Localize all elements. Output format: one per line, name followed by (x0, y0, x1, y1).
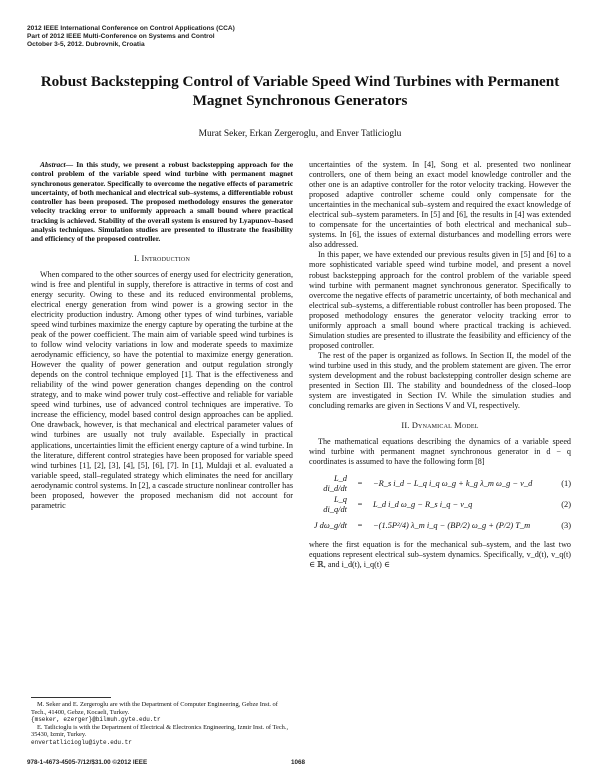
section-heading-dynamical-model: II. Dynamical Model (401, 421, 479, 431)
equation-2-rhs: L_d i_d ω_g − R_s i_q − v_q (373, 499, 473, 509)
right-column (309, 160, 571, 571)
after-equations-paragraph: where the first equation is for the mechanical sub–system, and the last two equations represent electrical sub–system dynamics. Specifically, v_d(t), v_q(t) ∈ ℝ, and i_d(t), i_q(t) ∈ (309, 540, 571, 570)
footnote-email-1: {mseker, ezerger}@bilmuh.gyte.edu.tr (31, 716, 161, 724)
footnote-affiliation-1: M. Seker and E. Zergeroglu are with the Department of Computer Engineering, Gebze Inst. of Tech., 41400, Gebze, Kocaeli, Turkey. (31, 701, 278, 716)
equation-1 (309, 473, 571, 494)
equation-3 (309, 515, 571, 536)
equation-2-number: (2) (561, 499, 571, 509)
footer-isbn: 978-1-4673-4505-7/12/$31.00 ©2012 IEEE (27, 759, 148, 766)
equation-1-rhs: −R_s i_d − L_q i_q ω_g + k_g λ_m ω_g − v_d (373, 478, 533, 488)
equation-2 (309, 494, 571, 515)
conference-header (27, 25, 235, 50)
equation-3-rel: = (357, 520, 363, 530)
footnote-affiliation-2: E. Tatlicioglu is with the Department of Electrical & Electronics Engineering, Izmir Inst. of Tech., 35430, Izmir, Turkey. (31, 723, 289, 739)
equation-2-rel: = (357, 499, 363, 509)
intro-paragraph: When compared to the other sources of energy used for electricity generation, wind is free and plentiful in supply, therefore is attractive in terms of cost and energy security. Owing to these and its reduced environmental problems, electrical energy generation from wind power is a growing sector in the electricity production industry. Among other types of wind turbines, variable speed wind turbines maximize the energy capture by operating the turbine at the peak of the power coefficient. The main aim of variable speed wind turbines is to follow wind velocity variations in low and moderate speeds to maximize aerodynamic efficiency, so have the potential to maximize energy generation. However the quality of power generation and output regulation strongly depends on the control technique employed [1]. That is the effectiveness and reliability of the wind power generation changes depending on the control strategy, and to make wind power truly cost–effective and reliable for variable speed wind turbines, use of advanced control techniques are imperative. To increase the efficiency, model based control design approaches can be applied. One drawback, however, is that mechanical and electrical parameter values of wind turbines are usually not truly available. Especially in practical applications, uncertainties limit the efficient energy capture of a wind turbine. In the literature, different control strategies have been proposed for variable speed wind turbines [1], [2], [3], [4], [5], [6], [7]. In [1], Muldaji et al. evaluated a variable speed, stall–regulated strategy which eliminates the need for ancillary aerodynamic control systems. In [2], a cascade structure nonlinear controller has been proposed, however the proposed mechanism did not account for parametric (31, 269, 293, 510)
paragraph-uncertainties: uncertainties of the system. In [4], Song et al. presented two nonlinear controllers, one of them being an exact model knowledge controller and the other one is an adaptive controller for the rotor velocity tracking. However the proposed adaptive controller scheme could only compensate for the uncertainties in the mechanical sub–system and required the exact knowledge of electrical sub–system parameters. In [5] and [6], the results in [4] was extended to compensate for the uncertainties of both electrical and mechanical sub–systems. In [6], the issues of external disturbances and modelling errors were also addressed. (309, 160, 571, 250)
equation-3-rhs: −(1.5P²/4) λ_m i_q − (BP/2) ω_g + (P/2) T_m (373, 520, 531, 530)
footer-page-number: 1068 (291, 759, 306, 766)
paper-title: Robust Backstepping Control of Variable Speed Wind Turbines with Permanent Magnet Synchronous Generators (40, 73, 560, 109)
abstract-text: — In this study, we present a robust backstepping approach for the control problem of the variable speed wind turbine with permanent magnet synchronous generator. Specifically to overcome the negative effects of parametric uncertainty, of both mechanical and electrical sub–systems, a differentiable robust controller has been proposed. The proposed methodology ensures the generator velocity tracking error to uniformly approach a small bound where practical tracking is achieved. Stability of the overall system is ensured by Lyapunov–based analysis techniques. Simulation studies are presented to illustrate the feasibility and efficiency of the proposed controller. (31, 160, 293, 244)
footnote-rule (31, 697, 111, 698)
paper-authors: Murat Seker, Erkan Zergeroglu, and Enver Tatlicioglu (198, 129, 402, 139)
paragraph-extension: In this paper, we have extended our previous results given in [5] and [6] to a more sophisticated variable speed wind turbine model, and present a novel robust backstepping approach for the control problem of the variable speed wind turbine with permanent magnet synchronous generator. Specifically to overcome the negative effects of parametric uncertainty, of both mechanical and electrical sub–systems, a differentiable robust controller has been proposed. The proposed methodology ensures the generator velocity tracking error to uniformly approach a small bound where practical tracking is achieved. Simulation studies are presented to illustrate the feasibility and efficiency of the proposed controller. (309, 250, 571, 350)
equation-2-lhs: L_q di_q/dt (323, 494, 347, 514)
conference-line-3: October 3-5, 2012. Dubrovnik, Croatia (27, 41, 145, 49)
conference-line-2: Part of 2012 IEEE Multi-Conference on Systems and Control (27, 33, 215, 41)
paragraph-organization: The rest of the paper is organized as follows. In Section II, the model of the wind turbine used in this study, and the problem statement are given. The error system development and the robust backstepping controller design scheme are presented in Section III. The stability and boundedness of the closed–loop system are investigated in Section IV. While the simulation studies and concluding remarks are given in Sections V and VI, respectively. (309, 350, 571, 411)
equation-3-lhs: J dω_g/dt (313, 520, 347, 530)
footnote-email-2: envertatlicioglu@iyte.edu.tr (31, 738, 132, 746)
abstract (31, 160, 293, 244)
section-heading-introduction: I. Introduction (133, 253, 190, 263)
equation-1-number: (1) (561, 478, 571, 488)
conference-line-1: 2012 IEEE International Conference on Control Applications (CCA) (27, 25, 235, 32)
abstract-lead: Abstract (40, 160, 66, 169)
model-paragraph: The mathematical equations describing the dynamics of a variable speed wind turbine with permanent magnet synchronous generator in d − q coordinates is assumed to have the following form [8] (309, 437, 571, 467)
equation-1-lhs: L_d di_d/dt (323, 473, 347, 493)
equation-1-rel: = (357, 478, 363, 488)
left-column (31, 160, 293, 511)
equation-3-number: (3) (561, 520, 571, 530)
author-footnote (31, 697, 293, 747)
equations-block (309, 473, 571, 536)
